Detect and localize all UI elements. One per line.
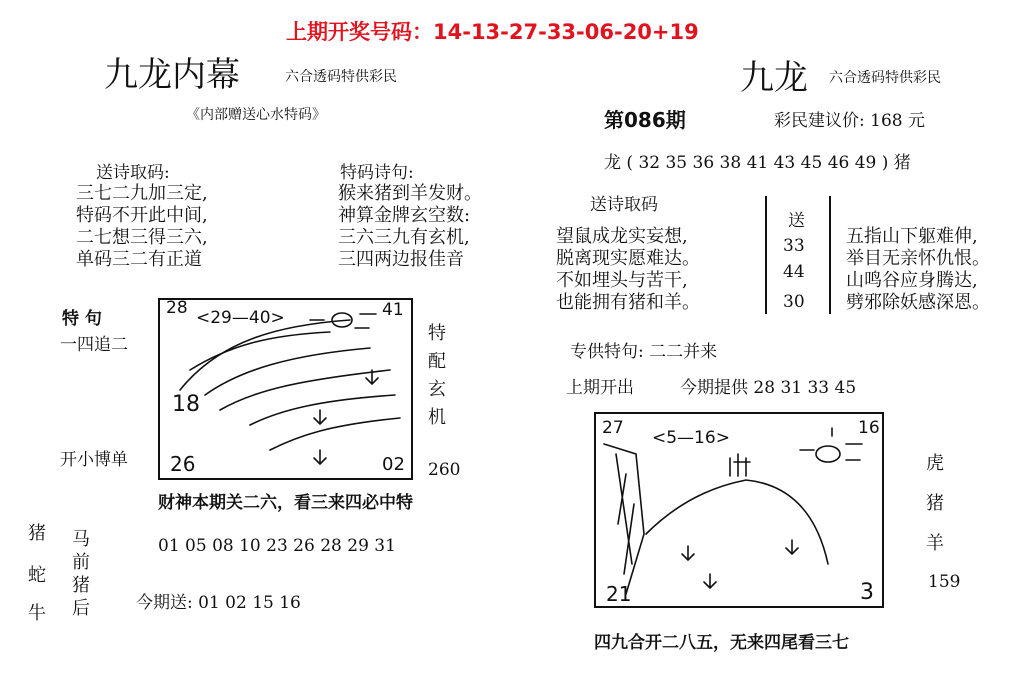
left-note: 《内部赠送心水特码》 — [186, 107, 326, 123]
right-poem-right-line: 劈邪除妖感深恩。 — [846, 292, 990, 313]
right-title: 九龙 — [740, 58, 808, 98]
left-box-corner-bl: 26 — [170, 452, 196, 476]
right-poem-left — [556, 226, 700, 314]
left-side-number: 260 — [428, 460, 461, 480]
left-poem-line: 单码三二有正道 — [76, 249, 202, 270]
right-animal-yang: 羊 — [926, 533, 944, 554]
right-footer: 四九合开二八五，无来四尾看三七 — [594, 633, 849, 653]
send-number: 30 — [783, 292, 805, 312]
animal-she: 蛇 — [28, 565, 46, 586]
animal-niu: 牛 — [28, 603, 46, 624]
zhuan-gong: 专供特句: 二二并来 — [570, 342, 718, 362]
right-animal-zhu: 猪 — [926, 493, 944, 514]
today-send: 今期送: 01 02 15 16 — [136, 593, 301, 613]
animals-col2: 马前猪后 — [72, 529, 90, 619]
right-poem-left-line: 望鼠成龙实妄想, — [556, 226, 688, 247]
this-offer: 今期提供 28 31 33 45 — [680, 378, 857, 398]
left-subtitle: 六合透码特供彩民 — [285, 69, 397, 85]
right-box-corner-bl: 21 — [606, 582, 632, 606]
tejv-text: 一四追二 — [60, 335, 128, 355]
last-draw-header: 上期开奖号码：14-13-27-33-06-20+19 — [286, 20, 699, 44]
right-box-corner-br: 3 — [860, 580, 874, 605]
right-sketch-box — [594, 412, 884, 608]
animal-zhu: 猪 — [28, 523, 46, 544]
caishen-line: 财神本期关二六，看三来四必中特 — [158, 493, 413, 513]
right-poem-left-line: 也能拥有猪和羊。 — [556, 292, 700, 313]
right-box-range: <5—16> — [652, 428, 730, 448]
left-box-corner-br: 02 — [382, 454, 405, 475]
left-box-corner-tr: 41 — [382, 300, 404, 320]
price: 彩民建议价: 168 元 — [774, 111, 925, 131]
left-special-line: 神算金牌玄空数: — [338, 205, 471, 226]
right-box-corner-tl: 27 — [602, 418, 624, 438]
left-special-line: 三六三九有玄机, — [338, 227, 470, 248]
right-poem-right-line: 举目无亲怀仇恨。 — [846, 248, 990, 269]
right-poem-left-line: 不如埋头与苦干, — [556, 270, 688, 291]
left-poem-line: 特码不开此中间, — [76, 205, 208, 226]
send-number: 33 — [783, 236, 805, 256]
right-landscape-sketch — [596, 414, 882, 606]
left-poem-heading: 送诗取码: — [96, 163, 170, 183]
send-column — [765, 196, 831, 314]
right-poem-right-line: 山鸣谷应身腾达, — [846, 270, 978, 291]
right-poem-heading: 送诗取码 — [590, 195, 658, 215]
right-animal-hu: 虎 — [926, 453, 944, 474]
left-side-vertical: 特配玄机 — [428, 323, 446, 428]
last-open: 上期开出 — [566, 378, 634, 398]
right-box-corner-tr: 16 — [858, 418, 880, 438]
left-box-corner-tl: 28 — [166, 298, 188, 318]
left-special-line: 三四两边报佳音 — [338, 249, 464, 270]
left-number-list: 01 05 08 10 23 26 28 29 31 — [158, 536, 396, 556]
left-special-line: 猴来猪到羊发财。 — [338, 183, 482, 204]
left-sketch-box — [158, 298, 413, 480]
issue-number: 第086期 — [604, 108, 686, 132]
send-label: 送 — [788, 211, 805, 231]
left-box-corner-ml: 18 — [172, 392, 200, 417]
kai-label: 开小博单 — [60, 450, 128, 470]
left-poem-line: 三七二九加三定, — [76, 183, 208, 204]
left-special-poem — [338, 183, 482, 271]
right-poem-right — [846, 226, 990, 314]
right-subtitle: 六合透码特供彩民 — [829, 70, 941, 86]
left-special-heading: 特码诗句: — [340, 163, 414, 183]
left-box-range: <29—40> — [196, 308, 285, 328]
tejv-label: 特 句 — [62, 309, 102, 329]
left-poem — [76, 183, 208, 271]
right-poem-right-line: 五指山下躯难伸, — [846, 226, 978, 247]
dragon-row: 龙 ( 32 35 36 38 41 43 45 46 49 ) 猪 — [604, 153, 911, 173]
right-side-number: 159 — [928, 572, 961, 592]
left-title: 九龙内幕 — [104, 55, 240, 95]
send-number: 44 — [783, 262, 805, 282]
left-poem-line: 二七想三得三六, — [76, 227, 208, 248]
right-poem-left-line: 脱离现实愿难达。 — [556, 248, 700, 269]
